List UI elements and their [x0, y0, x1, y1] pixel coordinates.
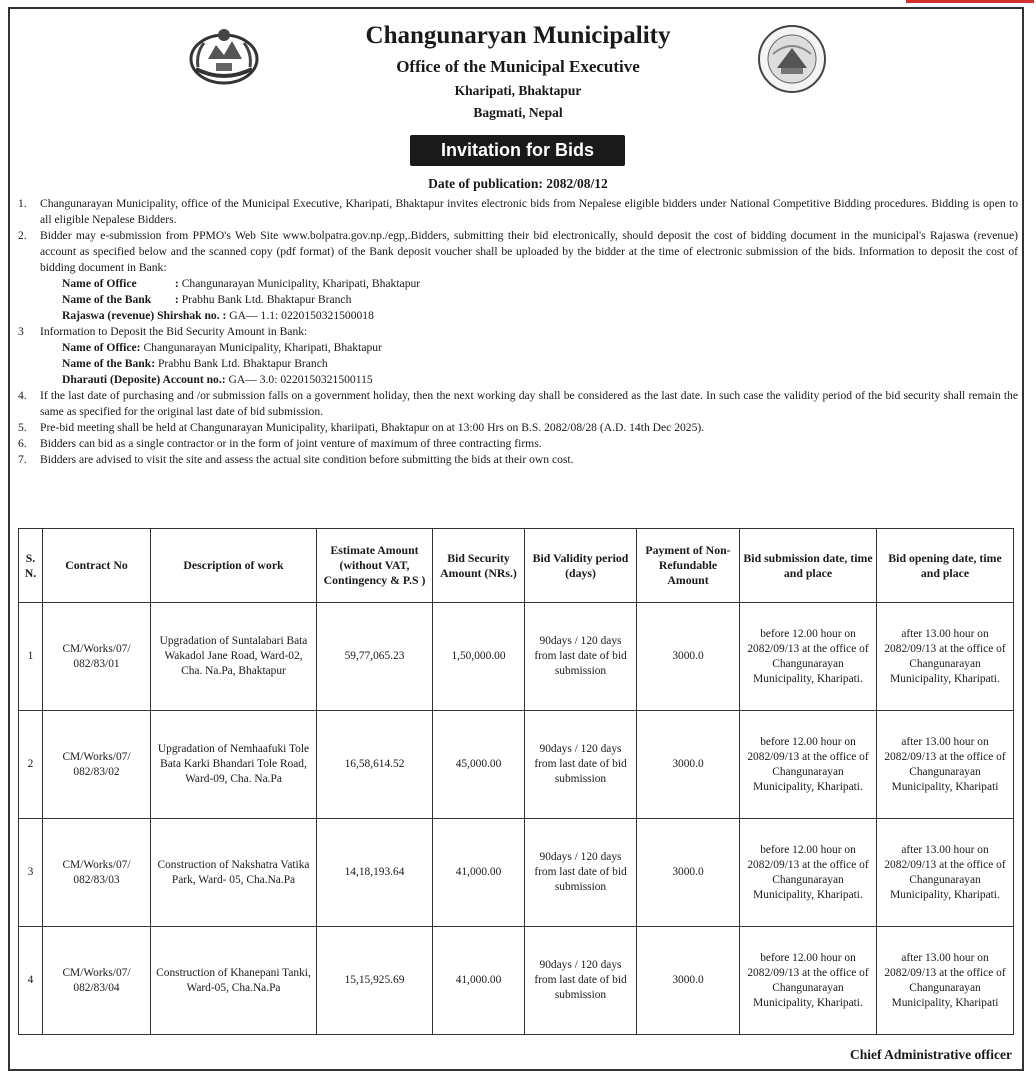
- publication-date: Date of publication: 2082/08/12: [428, 176, 608, 191]
- address-line2: Bagmati, Nepal: [473, 105, 563, 120]
- notice-item: 7. Bidders are advised to visit the site and assess the actual site condition before submitting the bids at their own cost.: [18, 453, 574, 466]
- notice-item: 6. Bidders can bid as a single contractor or in the form of joint venture of maximum of three contracting firms.: [18, 437, 542, 450]
- table-row: 4 CM/Works/07/ 082/83/04 Construction of Khanepani Tanki, Ward-05, Cha.Na.Pa 15,15,925.69 41,000.00 90days / 120 days from last date of bid submission 3000.0 before 12.00 hour on 2082/09/13 at the office of Changunarayan Municipality, Kharipati. after 13.00 hour on 2082/09/13 at the office of Changunarayan Municipality, Kharipati: [19, 927, 1014, 1035]
- notice-item: 5. Pre-bid meeting shall be held at Changunarayan Municipality, khariipati, Bhaktapur on at 13:00 Hrs on B.S. 2082/08/28 (A.D. 14th Dec 2025).: [18, 421, 705, 434]
- header-estimate: Estimate Amount (without VAT, Contingency & P.S ): [317, 529, 433, 603]
- invitation-banner: Invitation for Bids: [410, 135, 625, 166]
- header-bid-security: Bid Security Amount (NRs.): [433, 529, 525, 603]
- notice-item: 2. Bidder may e-submission from PPMO's Web Site www.bolpatra.gov.np./egp,.Bidders, submitting their bid electronically, should deposit the cost of bidding document in the municipal's Rajaswa (revenue) account as specified below and the scanned copy (pdf format) of the Bank deposit voucher shall be uploaded by the bidder at the time of electronic submission of the bids. Information to deposit the cost of bidding document in Bank:: [18, 229, 1018, 274]
- table-row: 3 CM/Works/07/ 082/83/03 Construction of Nakshatra Vatika Park, Ward- 05, Cha.Na.Pa 14,18,193.64 41,000.00 90days / 120 days from last date of bid submission 3000.0 before 12.00 hour on 2082/09/13 at the office of Changunarayan Municipality, Kharipati. after 13.00 hour on 2082/09/13 at the office of Changunarayan Municipality, Kharipati.: [19, 819, 1014, 927]
- municipality-title: Changunaryan Municipality: [365, 22, 671, 49]
- header-sn: S. N.: [19, 529, 43, 603]
- signatory: Chief Administrative officer: [850, 1047, 1012, 1062]
- bank-cost-info: Name of Office : Changunarayan Municipality, Kharipati, Bhaktapur Name of the Bank : Prabhu Bank Ltd. Bhaktapur Branch Rajaswa (revenue) Shirshak no. : GA— 1.1: 0220150321500018: [62, 277, 421, 322]
- address-line1: Kharipati, Bhaktapur: [454, 83, 582, 98]
- header-description: Description of work: [151, 529, 317, 603]
- office-title: Office of the Municipal Executive: [396, 57, 640, 76]
- header-contract-no: Contract No: [43, 529, 151, 603]
- red-corner-mark: [906, 0, 1034, 3]
- header-payment: Payment of Non-Refundable Amount: [637, 529, 740, 603]
- header-submission: Bid submission date, time and place: [740, 529, 877, 603]
- bank-security-info: Name of Office: Changunarayan Municipality, Kharipati, Bhaktapur Name of the Bank: Prabhu Bank Ltd. Bhaktapur Branch Dharauti (Deposite) Account no.: GA— 3.0: 0220150321500115: [62, 341, 382, 386]
- header-validity: Bid Validity period (days): [525, 529, 637, 603]
- notice-item: 1. Changunarayan Municipality, office of the Municipal Executive, Kharipati, Bhaktapur invites electronic bids from Nepalese eligible bidders under National Competitive Bidding procedures. Bidding is open to all eligible Nepalese Bidders.: [18, 197, 1018, 226]
- table-row: 2 CM/Works/07/ 082/83/02 Upgradation of Nemhaafuki Tole Bata Karki Bhandari Tole Road, Ward-09, Cha. Na.Pa 16,58,614.52 45,000.00 90days / 120 days from last date of bid submission 3000.0 before 12.00 hour on 2082/09/13 at the office of Changunarayan Municipality, Kharipati. after 13.00 hour on 2082/09/13 at the office of Changunarayan Municipality, Kharipati: [19, 711, 1014, 819]
- table-header-row: [19, 529, 1014, 603]
- notice-item: 3 Information to Deposit the Bid Security Amount in Bank:: [18, 325, 308, 338]
- notice-body: [18, 196, 1018, 468]
- bids-table: [18, 528, 1014, 1035]
- notice-item: 4. If the last date of purchasing and /or submission falls on a government holiday, then the next working day shall be considered as the last date. In such case the validity period of the bid security shall remain the same as specified for the original last date of bid submission.: [18, 389, 1018, 418]
- table-row: 1 CM/Works/07/ 082/83/01 Upgradation of Suntalabari Bata Wakadol Jane Road, Ward-02, Cha. Na.Pa, Bhaktapur 59,77,065.23 1,50,000.00 90days / 120 days from last date of bid submission 3000.0 before 12.00 hour on 2082/09/13 at the office of Changunarayan Municipality, Kharipati. after 13.00 hour on 2082/09/13 at the office of Changunarayan Municipality, Kharipati.: [19, 603, 1014, 711]
- header-opening: Bid opening date, time and place: [877, 529, 1014, 603]
